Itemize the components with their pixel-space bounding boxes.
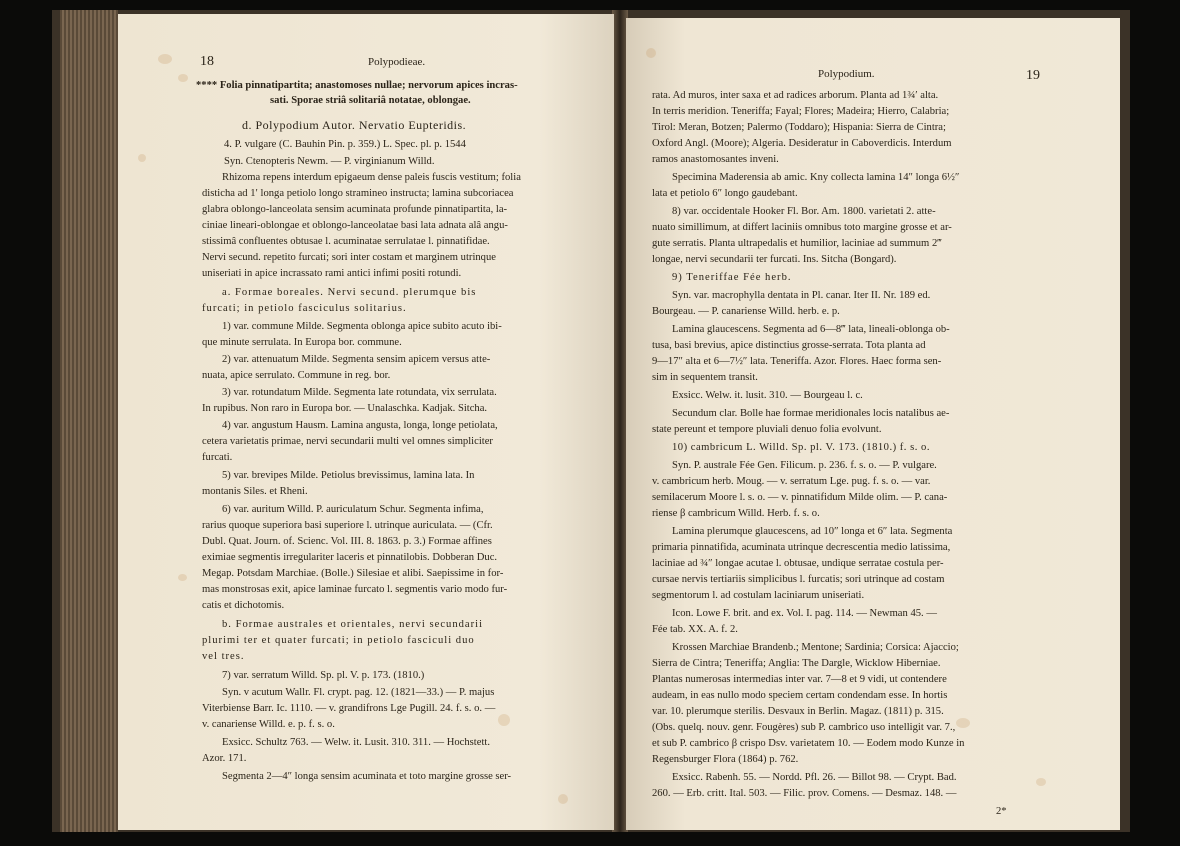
text-line: mas monstrosas exit, apice laminae furcato l. segmentis vario modo fur-	[202, 584, 508, 595]
text-line: vel tres.	[202, 651, 245, 662]
text-line: Bourgeau. — P. canariense Willd. herb. e. p.	[652, 306, 840, 317]
text-line: v. cambricum herb. Moug. — v. serratum Lge. pug. f. s. o. — var.	[652, 476, 931, 487]
text-line: Syn. Ctenopteris Newm. — P. virginianum Willd.	[224, 156, 435, 167]
text-line: Icon. Lowe F. brit. and ex. Vol. I. pag. 114. — Newman 45. —	[672, 608, 937, 619]
page-number: 18	[200, 54, 214, 69]
text-line: 1) var. commune Milde. Segmenta oblonga apice subito acuto ibi-	[222, 321, 502, 332]
text-line: 260. — Erb. critt. Ital. 503. — Filic. prov. Comens. — Desmaz. 148. —	[652, 788, 957, 799]
text-line: Rhizoma repens interdum epigaeum dense paleis fuscis vestitum; folia	[222, 172, 521, 183]
text-line: que minute serrulata. In Europa bor. commune.	[202, 337, 402, 348]
text-line: Lamina glaucescens. Segmenta ad 6—8‴ lata, lineali-oblonga ob-	[672, 324, 950, 335]
text-line: Syn. P. australe Fée Gen. Filicum. p. 236. f. s. o. — P. vulgare.	[672, 460, 937, 471]
page-number: 19	[1026, 68, 1040, 83]
text-line: Exsicc. Welw. it. lusit. 310. — Bourgeau l. c.	[672, 390, 863, 401]
text-line: Azor. 171.	[202, 753, 247, 764]
text-line: cursae nervis tertiariis simplicibus l. furcatis; sori utrinque ad costam	[652, 574, 945, 585]
text-line: Regensburger Flora (1864) p. 762.	[652, 754, 799, 765]
text-line: Exsicc. Rabenh. 55. — Nordd. Pfl. 26. — Billot 98. — Crypt. Bad.	[672, 772, 957, 783]
text-line: Fée tab. XX. A. f. 2.	[652, 624, 738, 635]
text-line: v. canariense Willd. e. p. f. s. o.	[202, 719, 335, 730]
text-line: 5) var. brevipes Milde. Petiolus brevissimus, lamina lata. In	[222, 470, 475, 481]
text-line: state pereunt et tempore pluviali denuo folia evolvunt.	[652, 424, 882, 435]
text-line: semilacerum Moore l. s. o. — v. pinnatifidum Milde olim. — P. cana-	[652, 492, 948, 503]
signature-mark: 2*	[996, 806, 1007, 817]
text-line: Lamina plerumque glaucescens, ad 10″ longa et 6″ lata. Segmenta	[672, 526, 953, 537]
text-line: segmentorum l. ad costulam laciniarum uniseriati.	[652, 590, 865, 601]
text-line: Specimina Maderensia ab amic. Kny collecta lamina 14″ longa 6½″	[672, 172, 960, 183]
text-line: Plantas numerosas intermedias inter var. 7—8 et 9 vidi, ut contendere	[652, 674, 947, 685]
text-line: Secundum clar. Bolle hae formae meridionales locis natalibus ae-	[672, 408, 950, 419]
text-line: Krossen Marchiae Brandenb.; Mentone; Sardinia; Corsica: Ajaccio;	[672, 642, 959, 653]
text-line: tusa, basi brevius, apice distinctius grosse-serrata. Tota planta ad	[652, 340, 926, 351]
text-line: sati. Sporae striâ solitariâ notatae, oblongae.	[270, 95, 471, 106]
text-line: Nervi secund. repetito furcati; sori inter costam et marginem utrinque	[202, 252, 496, 263]
text-line: laciniae ad ¾″ longae acutae l. obtusae, undique serratae costula per-	[652, 558, 944, 569]
section-heading: d. Polypodium Autor. Nervatio Eupteridis.	[242, 118, 467, 132]
text-line: Megap. Potsdam Marchiae. (Bolle.) Silesiae et alibi. Saepissime in for-	[202, 568, 504, 579]
text-line: rata. Ad muros, inter saxa et ad radices arborum. Planta ad 1¾′ alta.	[652, 90, 939, 101]
text-line: ciniae lineari-oblongae et oblongo-lanceolatae basi lata adnata alâ angu-	[202, 220, 508, 231]
foxing-spot	[178, 574, 187, 581]
text-line: sim in sequentem transit.	[652, 372, 758, 383]
text-line: nuato simillimum, at differt laciniis omnibus toto margine grosse et ar-	[652, 222, 952, 233]
text-line: **** Folia pinnatipartita; anastomoses nullae; nervorum apices incras-	[196, 80, 518, 91]
text-line: 8) var. occidentale Hooker Fl. Bor. Am. 1800. varietati 2. atte-	[672, 206, 936, 217]
text-line: stissimâ confluentes obtusae l. acuminatae serrulatae l. pinnatifidae.	[202, 236, 490, 247]
text-line: In rupibus. Non raro in Europa bor. — Unalaschka. Kadjak. Sitcha.	[202, 403, 488, 414]
text-line: eximiae segmentis irregulariter laceris et pinnatilobis. Dobberan Duc.	[202, 552, 498, 563]
text-line: nuata, apice serrulato. Commune in reg. bor.	[202, 370, 391, 381]
foxing-spot	[138, 154, 146, 162]
text-line: lata et petiolo 6″ longo gaudebant.	[652, 188, 798, 199]
text-line: Segmenta 2—4″ longa sensim acuminata et toto margine grosse ser-	[222, 771, 512, 782]
text-line: Syn. v acutum Wallr. Fl. crypt. pag. 12. (1821—33.) — P. majus	[222, 687, 495, 698]
text-line: 6) var. auritum Willd. P. auriculatum Schur. Segmenta infima,	[222, 504, 484, 515]
text-line: gute serratis. Planta ultrapedalis et humilior, laciniae ad summum 2‴	[652, 238, 942, 249]
text-line: 9—17″ alta et 6—7½″ lata. Teneriffa. Azor. Flores. Haec forma sen-	[652, 356, 942, 367]
subsection-heading: b. Formae australes et orientales, nervi secundarii	[222, 619, 484, 630]
text-line: 10) cambricum L. Willd. Sp. pl. V. 173. (1810.) f. s. o.	[672, 442, 930, 453]
text-line: cetera varietatis primae, nervi secundarii multi vel omnes simpliciter	[202, 436, 493, 447]
right-page	[626, 18, 1120, 830]
text-line: Syn. var. macrophylla dentata in Pl. canar. Iter II. Nr. 189 ed.	[672, 290, 931, 301]
text-line: longae, nervi secundarii ter furcati. Ins. Sitcha (Bongard).	[652, 254, 897, 265]
text-line: audeam, in eas nullo modo speciem certam condendam esse. In hortis	[652, 690, 948, 701]
running-header: Polypodieae.	[368, 56, 426, 68]
text-line: furcati; in petiolo fasciculus solitarius.	[202, 303, 407, 314]
text-line: montanis Siles. et Rheni.	[202, 486, 308, 497]
text-line: (Obs. quelq. nouv. genr. Fougères) sub P. cambrico uso intelligit var. 7.,	[652, 722, 956, 733]
text-line: plurimi ter et quater furcati; in petiolo fasciculi duo	[202, 635, 475, 646]
foxing-spot	[178, 74, 188, 82]
text-line: Oxford Angl. (Moore); Algeria. Desideratur in Caboverdicis. Interdum	[652, 138, 952, 149]
text-line: var. 10. plerumque sterilis. Desvaux in Berlin. Magaz. (1811) p. 315.	[652, 706, 944, 717]
text-line: riense β cambricum Willd. Herb. f. s. o.	[652, 508, 820, 519]
text-line: disticha ad 1′ longa petiolo longo stramineo instructa; lamina subcoriacea	[202, 188, 514, 199]
text-line: 3) var. rotundatum Milde. Segmenta late rotundata, vix serrulata.	[222, 387, 497, 398]
text-line: Viterbiense Barr. Ic. 1110. — v. grandifrons Lge Pugill. 24. f. s. o. —	[202, 703, 496, 714]
text-line: 4) var. angustum Hausm. Lamina angusta, longa, longe petiolata,	[222, 420, 498, 431]
subsection-heading: a. Formae boreales. Nervi secund. plerumque bis	[222, 287, 477, 298]
text-line: 7) var. serratum Willd. Sp. pl. V. p. 173. (1810.)	[222, 670, 425, 681]
text-line: glabra oblongo-lanceolata sensim acuminata profunde pinnatipartita, la-	[202, 204, 508, 215]
left-page	[118, 14, 614, 830]
text-line: catis et dichotomis.	[202, 600, 285, 611]
running-header: Polypodium.	[818, 68, 875, 80]
foxing-spot	[158, 54, 172, 64]
left-page-edges	[60, 10, 118, 832]
text-line: In terris meridion. Teneriffa; Fayal; Flores; Madeira; Hierro, Calabria;	[652, 106, 950, 117]
foxing-spot	[558, 794, 568, 804]
text-line: Dubl. Quat. Journ. of. Scienc. Vol. III. 8. 1863. p. 3.) Formae affines	[202, 536, 492, 547]
text-line: ramos anastomosantes inveni.	[652, 154, 779, 165]
text-line: et sub P. cambrico β crispo Dsv. varietatem 10. — Eodem modo Kunze in	[652, 738, 965, 749]
foxing-spot	[646, 48, 656, 58]
text-line: Sierra de Cintra; Teneriffa; Anglia: The Dargle, Wicklow Hiberniae.	[652, 658, 941, 669]
text-line: primaria pinnatifida, acuminata utrinque decrescentia medio latissima,	[652, 542, 951, 553]
text-line: Exsicc. Schultz 763. — Welw. it. Lusit. 310. 311. — Hochstett.	[222, 737, 490, 748]
text-line: 9) Teneriffae Fée herb.	[672, 272, 792, 283]
text-line: rarius quoque superiora basi superiore l. utrinque auriculata. — (Cfr.	[202, 520, 493, 531]
text-line: uniseriati in apice incrassato rami antici infimi positi rotundi.	[202, 268, 462, 279]
text-line: Tirol: Meran, Botzen; Palermo (Toddaro); Hispania: Sierra de Cintra;	[652, 122, 946, 133]
text-line: furcati.	[202, 452, 233, 463]
text-line: 2) var. attenuatum Milde. Segmenta sensim apicem versus atte-	[222, 354, 491, 365]
species-heading: 4. P. vulgare (C. Bauhin Pin. p. 359.) L. Spec. pl. p. 1544	[224, 139, 466, 150]
